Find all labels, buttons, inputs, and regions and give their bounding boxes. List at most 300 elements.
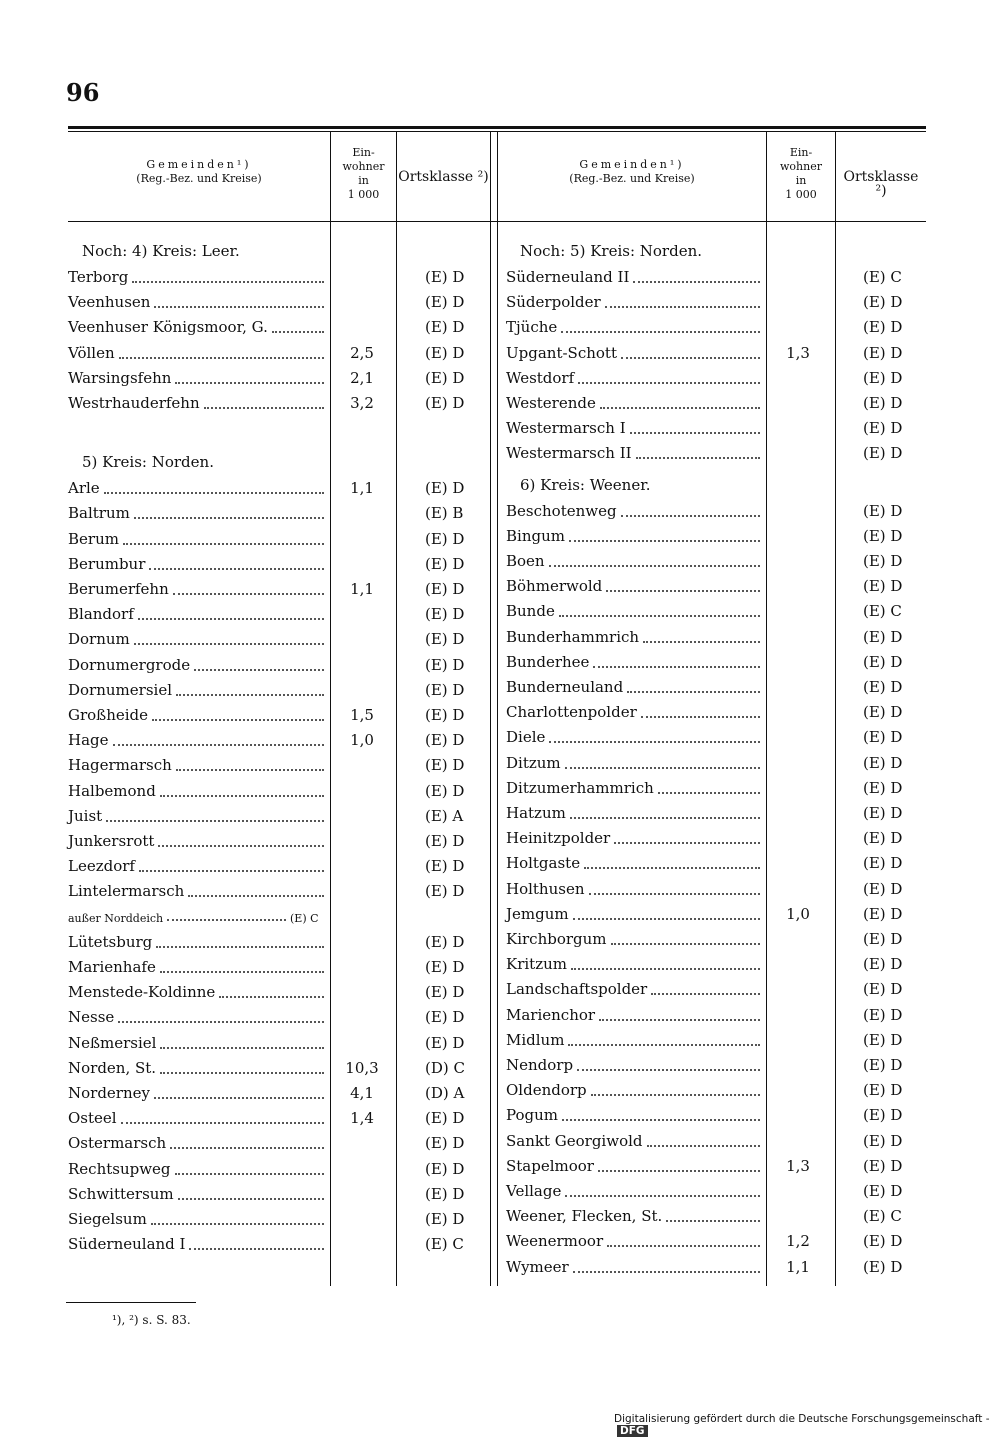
ortsklasse-value: (E) D	[425, 983, 465, 1002]
ortsklasse-value: (E) D	[863, 753, 903, 772]
place-name: Landschaftspolder	[506, 980, 648, 999]
place-name: Bunderhee	[506, 652, 590, 671]
place-name: Halbemond	[68, 781, 156, 800]
table-row	[68, 394, 488, 419]
ortsklasse-value: (E) D	[425, 479, 465, 498]
dot-leader	[607, 1243, 760, 1247]
place-name: Juist	[68, 806, 103, 825]
place-name: Ditzumerhammrich	[506, 778, 654, 797]
dot-leader	[118, 1019, 324, 1023]
ortsklasse-value: (E) D	[425, 857, 465, 876]
ortsklasse-value: (E) D	[425, 1184, 465, 1203]
table-row	[506, 829, 926, 854]
place-name: Lütetsburg	[68, 932, 153, 951]
ortsklasse-value: (E) D	[425, 529, 465, 548]
ortsklasse-value: (E) D	[425, 318, 465, 337]
ortsklasse-value: (E) D	[863, 394, 903, 412]
place-name: Arle	[68, 479, 100, 498]
population-value: 3,2	[350, 394, 374, 412]
column-divider	[490, 131, 491, 1286]
ortsklasse-value: (E) C	[863, 602, 902, 621]
table-row	[68, 1008, 488, 1033]
population-value: 1,1	[350, 580, 374, 598]
ortsklasse-value: (E) D	[863, 526, 903, 545]
table-row	[506, 1106, 926, 1131]
table-row	[68, 580, 488, 605]
place-name: Schwittersum	[68, 1184, 174, 1203]
table-row	[68, 479, 488, 504]
ortsklasse-value: (E) D	[863, 652, 903, 671]
table-row	[68, 857, 488, 882]
place-name: Charlottenpolder	[506, 703, 637, 722]
table-row	[68, 706, 488, 731]
table-row	[68, 908, 488, 933]
table-row	[506, 854, 926, 879]
ortsklasse-value: (E) D	[863, 1030, 903, 1049]
ortsklasse-value: (E) D	[863, 419, 903, 438]
ortsklasse-value: (E) D	[425, 680, 465, 699]
table-row	[506, 344, 926, 369]
dot-leader	[621, 513, 760, 517]
place-name: außer Norddeich	[68, 911, 164, 925]
place-name: Noch: 5) Kreis: Norden.	[520, 242, 703, 260]
table-row	[506, 1006, 926, 1031]
table-row	[506, 577, 926, 602]
table-row	[68, 656, 488, 681]
header-ortsklasse-right: Ortsklasse ²)	[843, 169, 919, 199]
ortsklasse-value: (E) D	[425, 293, 465, 312]
dot-leader	[565, 1193, 760, 1197]
header-einwohner-right: Ein- wohner in 1 000	[780, 146, 822, 201]
table-row	[68, 782, 488, 807]
dot-leader	[106, 818, 324, 822]
population-value: 1,1	[786, 1257, 810, 1276]
dot-leader	[573, 1269, 760, 1273]
dot-leader	[194, 667, 324, 671]
place-name: Holthusen	[506, 879, 585, 898]
ortsklasse-value: (E) D	[425, 1109, 465, 1128]
dot-leader	[134, 515, 324, 519]
table-row	[68, 268, 488, 293]
dot-leader	[160, 793, 324, 797]
dot-leader	[633, 279, 760, 283]
section-heading	[506, 470, 926, 502]
ortsklasse-value: (E) D	[425, 932, 465, 951]
table-row	[68, 344, 488, 369]
table-row	[506, 1056, 926, 1081]
place-name: Noch: 4) Kreis: Leer.	[82, 242, 240, 260]
table-row	[506, 1132, 926, 1157]
ortsklasse-value: (E) D	[425, 832, 465, 850]
dot-leader	[104, 490, 324, 494]
place-name: Veenhusen	[68, 293, 151, 312]
place-name: Sankt Georgiwold	[506, 1131, 643, 1150]
dot-leader	[621, 355, 760, 359]
dot-leader	[132, 279, 324, 283]
table-row	[506, 1258, 926, 1283]
section-heading	[68, 447, 488, 479]
dot-leader	[598, 1168, 760, 1172]
place-name: Hagermarsch	[68, 756, 172, 775]
place-name: Oldendorp	[506, 1081, 587, 1100]
dot-leader	[570, 815, 760, 819]
ortsklasse-value: (E) D	[425, 630, 465, 649]
place-name: Wymeer	[506, 1257, 569, 1276]
column-divider	[497, 131, 498, 1286]
place-name: Berum	[68, 529, 119, 548]
place-name: Norden, St.	[68, 1058, 157, 1077]
table-row	[506, 1182, 926, 1207]
place-name: Heinitzpolder	[506, 829, 611, 848]
place-name: Westrhauderfehn	[68, 394, 200, 412]
dot-leader	[178, 1196, 324, 1200]
place-name: Weener, Flecken, St.	[506, 1207, 663, 1226]
place-name: Kritzum	[506, 955, 567, 974]
ortsklasse-value: (E) D	[863, 368, 903, 387]
ortsklasse-value: (D) C	[425, 1058, 465, 1077]
dot-leader	[189, 1246, 324, 1250]
population-value: 1,2	[786, 1232, 810, 1251]
table-row	[68, 807, 488, 832]
dot-leader	[176, 767, 324, 771]
table-row	[506, 728, 926, 753]
footnote-rule	[66, 1302, 196, 1303]
table-row	[506, 905, 926, 930]
table-row	[506, 527, 926, 552]
place-name: Berumerfehn	[68, 580, 169, 598]
dot-leader	[152, 717, 324, 721]
table-row	[506, 678, 926, 703]
table-row	[506, 268, 926, 293]
table-row	[506, 293, 926, 318]
table-row	[68, 605, 488, 630]
ortsklasse-value: (E) D	[863, 1131, 903, 1150]
place-name: Junkersrott	[68, 832, 155, 850]
dot-leader	[647, 1143, 760, 1147]
ortsklasse-value: (E) D	[863, 1182, 903, 1200]
dot-leader	[204, 405, 324, 409]
place-name: Süderneuland II	[506, 268, 630, 286]
ortsklasse-value: (E) D	[863, 778, 903, 797]
table-row	[506, 1031, 926, 1056]
footnote: ¹), ²) s. S. 83.	[112, 1313, 191, 1327]
dot-leader	[119, 355, 324, 359]
place-name: Pogum	[506, 1106, 559, 1125]
place-name: Warsingsfehn	[68, 368, 172, 387]
table-row	[68, 681, 488, 706]
place-name: Nendorp	[506, 1056, 574, 1074]
table-row	[506, 804, 926, 829]
dot-leader	[577, 1067, 760, 1071]
ortsklasse-value: (E) D	[425, 882, 465, 901]
table-row	[68, 369, 488, 394]
section-heading	[506, 236, 926, 268]
place-name: Ostermarsch	[68, 1134, 167, 1153]
place-name: 5) Kreis: Norden.	[82, 453, 214, 472]
ortsklasse-value: (E) D	[863, 829, 903, 848]
dot-leader	[589, 891, 760, 895]
dot-leader	[188, 893, 324, 897]
ortsklasse-value: (E) D	[863, 904, 903, 923]
ortsklasse-value: (E) D	[425, 368, 465, 387]
table-row	[68, 1185, 488, 1210]
dot-leader	[641, 714, 760, 718]
ortsklasse-value: (E) D	[425, 268, 465, 286]
place-name: Tjüche	[506, 318, 558, 337]
dot-leader	[134, 641, 324, 645]
ortsklasse-value: (E) D	[863, 703, 903, 722]
dot-leader	[666, 1218, 760, 1222]
place-name: Stapelmoor	[506, 1156, 594, 1175]
dot-leader	[173, 591, 324, 595]
ortsklasse-value: (E) D	[425, 1210, 465, 1228]
place-name: Rechtsupweg	[68, 1159, 171, 1178]
place-name: Westermarsch I	[506, 419, 626, 438]
ortsklasse-value: (E) B	[425, 504, 464, 523]
table-row	[68, 1084, 488, 1109]
dot-leader	[175, 380, 324, 384]
table-row	[506, 552, 926, 577]
credit-text: Digitalisierung gefördert durch die Deutsche Forschungsgemeinschaft -	[614, 1413, 990, 1425]
population-value: 1,5	[350, 706, 374, 724]
dot-leader	[151, 1221, 324, 1225]
dot-leader	[578, 380, 760, 384]
place-name: Siegelsum	[68, 1210, 147, 1228]
dot-leader	[170, 1145, 324, 1149]
dot-leader	[175, 1171, 324, 1175]
ortsklasse-value: (E) D	[425, 580, 465, 598]
ortsklasse-value: (E) D	[863, 1232, 903, 1251]
ortsklasse-value: (E) D	[863, 627, 903, 646]
place-name: Boen	[506, 552, 545, 570]
place-name: Menstede-Koldinne	[68, 983, 216, 1002]
table-row	[506, 930, 926, 955]
table-row	[506, 318, 926, 343]
population-value: 1,3	[786, 343, 810, 362]
place-name: Berumbur	[68, 554, 146, 573]
credit-line	[614, 1413, 1000, 1437]
place-name: Süderneuland I	[68, 1235, 186, 1254]
table-row	[506, 502, 926, 527]
ortsklasse-value: (E) D	[425, 1008, 465, 1027]
dot-leader	[167, 917, 286, 921]
table-row	[68, 882, 488, 907]
section-heading	[68, 236, 488, 268]
ortsklasse-value: (E) D	[425, 554, 465, 573]
ortsklasse-value: (E) A	[425, 806, 464, 825]
ortsklasse-value: (E) D	[425, 1159, 465, 1178]
place-name: Ditzum	[506, 753, 561, 772]
dot-leader	[139, 868, 324, 872]
dot-leader	[591, 1092, 760, 1096]
dot-leader	[160, 1045, 324, 1049]
dot-leader	[154, 1095, 324, 1099]
dot-leader	[658, 790, 760, 794]
dot-leader	[605, 304, 760, 308]
page-number: 96	[66, 78, 100, 107]
population-value: 2,1	[350, 368, 374, 387]
ortsklasse-value: (E) D	[863, 552, 903, 570]
dot-leader	[600, 405, 760, 409]
place-name: Kirchborgum	[506, 930, 607, 948]
table-row	[68, 1134, 488, 1159]
dot-leader	[571, 966, 760, 970]
table-row	[506, 754, 926, 779]
place-name: Bunde	[506, 602, 555, 621]
table-row	[506, 955, 926, 980]
place-name: Völlen	[68, 343, 115, 362]
table-row	[68, 530, 488, 555]
dot-leader	[549, 739, 760, 743]
population-value: 1,1	[350, 479, 374, 498]
dot-leader	[593, 664, 760, 668]
ortsklasse-value: (E) D	[425, 605, 465, 624]
ortsklasse-value: (E) D	[863, 343, 903, 362]
place-name: Leezdorf	[68, 857, 135, 876]
place-name: 6) Kreis: Weener.	[520, 475, 651, 494]
place-name: Neßmersiel	[68, 1033, 157, 1052]
ortsklasse-value: (D) A	[425, 1084, 465, 1102]
place-name: Vellage	[506, 1182, 562, 1200]
dot-leader	[599, 1017, 760, 1021]
table-row	[506, 1207, 926, 1232]
place-name: Hatzum	[506, 804, 566, 822]
ortsklasse-value: (E) D	[863, 293, 903, 312]
dfg-logo: DFG	[617, 1425, 648, 1437]
place-name: Bunderhammrich	[506, 627, 640, 646]
place-name: Westermarsch II	[506, 444, 632, 463]
ortsklasse-value: (E) D	[863, 1257, 903, 1276]
ortsklasse-value: (E) D	[863, 955, 903, 974]
dot-leader	[113, 742, 324, 746]
dot-leader	[559, 613, 760, 617]
table-row	[68, 1210, 488, 1235]
table-row	[506, 419, 926, 444]
place-name: Großheide	[68, 706, 149, 724]
place-name: Süderpolder	[506, 293, 601, 312]
population-value: 10,3	[345, 1058, 379, 1077]
ortsklasse-value: (E) D	[425, 343, 465, 362]
place-name: Nesse	[68, 1008, 115, 1027]
place-name: Marienchor	[506, 1005, 596, 1024]
dot-leader	[584, 865, 760, 869]
top-rule	[68, 126, 926, 129]
table-row	[506, 653, 926, 678]
ortsklasse-value: (E) D	[863, 804, 903, 822]
table-row	[68, 318, 488, 343]
table-row	[506, 628, 926, 653]
place-name: Dornum	[68, 630, 130, 649]
ortsklasse-value: (E) D	[863, 879, 903, 898]
dot-leader	[149, 566, 324, 570]
dot-leader	[160, 969, 324, 973]
ortsklasse-value: (E) C	[863, 1207, 902, 1226]
place-name: Westerende	[506, 394, 596, 412]
table-row	[68, 832, 488, 857]
place-name: Baltrum	[68, 504, 130, 523]
table-row	[68, 293, 488, 318]
dot-leader	[651, 991, 760, 995]
table-row	[506, 444, 926, 469]
ortsklasse-value: (E) D	[863, 1106, 903, 1125]
table-row	[68, 958, 488, 983]
population-value: 1,4	[350, 1109, 374, 1128]
place-name: Beschotenweg	[506, 501, 617, 520]
place-name: Diele	[506, 728, 546, 747]
place-name: Weenermoor	[506, 1232, 604, 1251]
place-name: Blandorf	[68, 605, 134, 624]
table-row	[68, 504, 488, 529]
population-value: 1,0	[350, 731, 374, 750]
place-name: Veenhuser Königsmoor, G.	[68, 318, 268, 337]
table-row	[68, 731, 488, 756]
table-row	[68, 1235, 488, 1260]
dot-leader	[154, 304, 324, 308]
table-row	[68, 1034, 488, 1059]
header-gemeinden-right: Gemeinden¹) (Reg.-Bez. und Kreise)	[569, 158, 695, 185]
place-name: Böhmerwold	[506, 577, 603, 596]
ortsklasse-value: (E) D	[425, 731, 465, 750]
table-row	[506, 703, 926, 728]
dot-leader	[123, 541, 324, 545]
place-name: Holtgaste	[506, 854, 581, 873]
dot-leader	[636, 455, 760, 459]
ortsklasse-value: (E) D	[863, 1005, 903, 1024]
dot-leader	[121, 1120, 324, 1124]
table-row	[506, 602, 926, 627]
table-row	[506, 1232, 926, 1257]
ortsklasse-value: (E) D	[425, 1033, 465, 1052]
ortsklasse-value: (E) D	[863, 577, 903, 596]
place-name: Marienhafe	[68, 958, 156, 976]
place-name: Norderney	[68, 1084, 150, 1102]
dot-leader	[630, 430, 760, 434]
dot-leader	[573, 916, 760, 920]
ortsklasse-value: (E) D	[425, 1134, 465, 1153]
table-row	[506, 980, 926, 1005]
ortsklasse-value: (E) D	[425, 756, 465, 775]
dot-leader	[561, 329, 760, 333]
dot-leader	[611, 941, 760, 945]
table-row	[68, 1059, 488, 1084]
ortsklasse-value: (E) D	[425, 655, 465, 674]
table-row	[506, 779, 926, 804]
dot-leader	[138, 616, 324, 620]
place-name: Hage	[68, 731, 109, 750]
ortsklasse-value: (E) D	[863, 501, 903, 520]
ortsklasse-value: (E) D	[863, 318, 903, 337]
dot-leader	[156, 944, 324, 948]
dot-leader	[219, 994, 324, 998]
table-row	[68, 419, 488, 447]
header-gemeinden-left: Gemeinden¹) (Reg.-Bez. und Kreise)	[136, 158, 262, 185]
ortsklasse-value: (E) D	[863, 728, 903, 747]
dot-leader	[627, 689, 760, 693]
place-name: Upgant-Schott	[506, 343, 617, 362]
table-row	[506, 394, 926, 419]
ortsklasse-value: (E) D	[863, 980, 903, 999]
population-value: 4,1	[350, 1084, 374, 1102]
place-name: Bunderneuland	[506, 678, 624, 696]
ortsklasse-value: (E) D	[425, 706, 465, 724]
dot-leader	[562, 1117, 760, 1121]
table-row	[68, 756, 488, 781]
place-name: Dornumergrode	[68, 655, 191, 674]
place-name: Osteel	[68, 1109, 117, 1128]
dot-leader	[160, 1070, 324, 1074]
place-name: Bingum	[506, 526, 565, 545]
table-row	[68, 983, 488, 1008]
